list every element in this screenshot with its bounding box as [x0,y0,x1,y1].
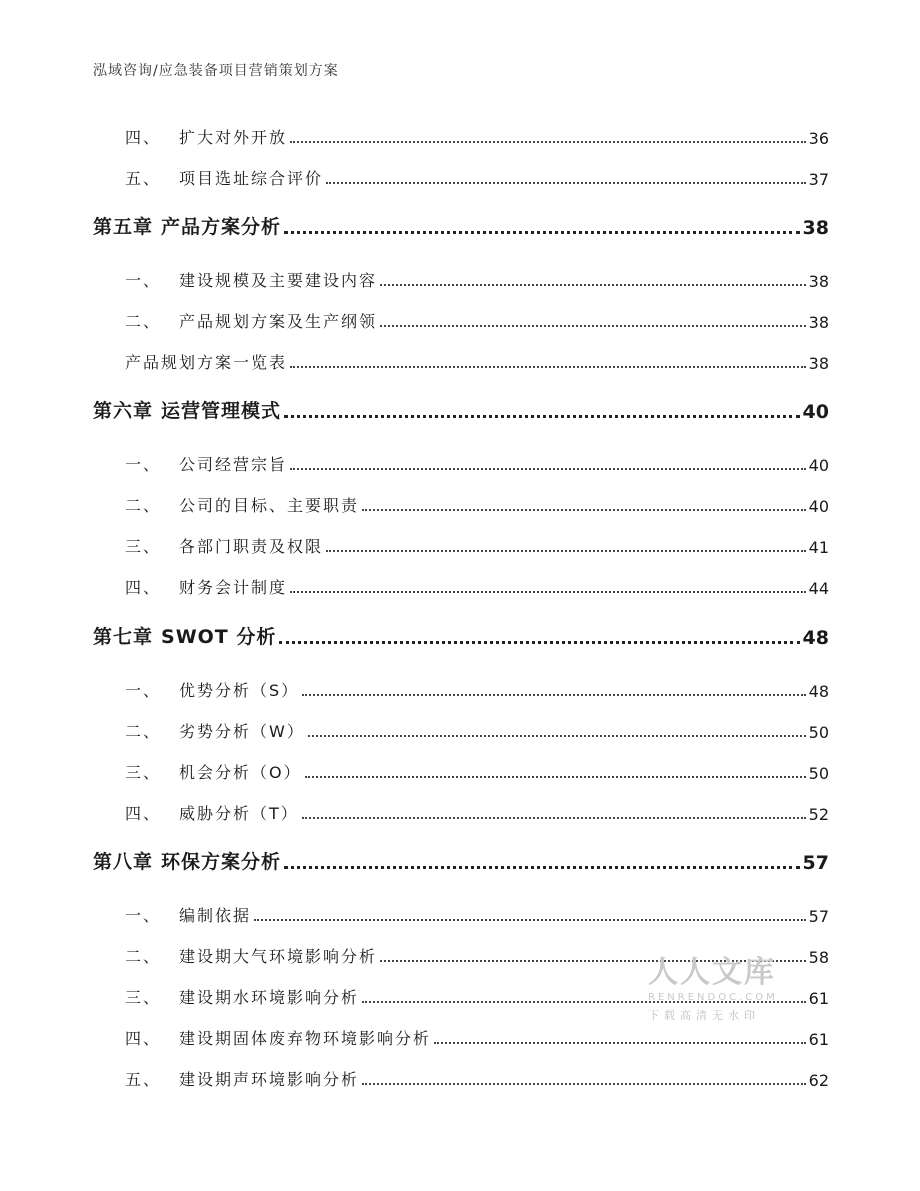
toc-entry-title: 环保方案分析 [161,851,282,873]
toc-dot-leader [380,325,806,327]
toc-page-number: 38 [808,354,829,373]
toc-entry-title: 公司经营宗旨 [179,455,288,474]
toc-entry-number: 第五章 [93,216,154,238]
watermark [648,956,808,1023]
toc-dot-leader [284,866,800,869]
toc-entry-number: 三、 [125,988,162,1007]
toc-entry[interactable] [125,492,829,516]
toc-dot-leader [279,641,799,644]
toc-dot-leader [362,509,806,511]
toc-entry[interactable] [125,677,829,701]
toc-dot-leader [326,550,806,552]
toc-entry[interactable] [125,574,829,598]
toc-dot-leader [284,231,800,234]
toc-page-number: 44 [808,579,829,598]
toc-entry-title: 公司的目标、主要职责 [179,496,360,515]
toc-entry-title: 机会分析（O） [179,763,302,782]
toc-entry-title: 建设期水环境影响分析 [179,988,360,1007]
toc-page-number: 40 [802,401,829,423]
toc-dot-leader [290,141,806,143]
toc-entry[interactable] [125,1066,829,1090]
toc-entry-number: 二、 [125,496,162,515]
toc-page-number: 48 [808,682,829,701]
toc-entry-number: 一、 [125,906,162,925]
toc-entry-number: 四、 [125,128,162,147]
toc-entry-number: 五、 [125,1070,162,1089]
toc-entry[interactable] [125,349,829,373]
toc-entry-number: 二、 [125,947,162,966]
toc-page-number: 38 [808,272,829,291]
toc-entry[interactable] [125,902,829,926]
toc-dot-leader [326,182,806,184]
toc-chapter-entry[interactable] [93,850,829,874]
toc-entry[interactable] [125,308,829,332]
toc-page-number: 57 [808,907,829,926]
toc-entry-number: 五、 [125,169,162,188]
toc-dot-leader [254,919,806,921]
toc-entry[interactable] [125,165,829,189]
toc-page-number: 40 [808,497,829,516]
toc-entry[interactable] [125,267,829,291]
toc-page-number: 40 [808,456,829,475]
watermark-logo: 人人文库 [648,955,776,990]
toc-entry-number: 四、 [125,578,162,597]
toc-dot-leader [362,1083,806,1085]
toc-entry-number: 四、 [125,1029,162,1048]
toc-entry-number: 三、 [125,537,162,556]
toc-entry-number: 一、 [125,681,162,700]
toc-entry-title: 运营管理模式 [161,400,282,422]
toc-entry-title: SWOT 分析 [161,626,277,648]
toc-entry-title: 扩大对外开放 [179,128,288,147]
toc-entry-title: 建设期大气环境影响分析 [179,947,378,966]
toc-entry-title: 产品规划方案一览表 [125,353,288,372]
toc-entry[interactable] [125,718,829,742]
toc-dot-leader [290,468,806,470]
toc-entry-title: 产品方案分析 [161,216,282,238]
toc-page-number: 50 [808,723,829,742]
toc-entry-title: 编制依据 [179,906,252,925]
toc-dot-leader [302,694,805,696]
toc-entry-title: 优势分析（S） [179,681,300,700]
toc-entry-number: 二、 [125,722,162,741]
toc-entry-title: 建设期固体废弃物环境影响分析 [179,1029,432,1048]
toc-entry-number: 三、 [125,763,162,782]
toc-entry-title: 项目选址综合评价 [179,169,324,188]
toc-page-number: 38 [802,217,829,239]
toc-entry-title: 威胁分析（T） [179,804,299,823]
toc-entry-number: 二、 [125,312,162,331]
toc-page-number: 57 [802,852,829,874]
toc-entry[interactable] [125,1025,829,1049]
toc-entry[interactable] [125,800,829,824]
toc-entry-title: 建设规模及主要建设内容 [179,271,378,290]
toc-entry-title: 劣势分析（W） [179,722,305,741]
toc-entry[interactable] [125,451,829,475]
toc-page-number: 38 [808,313,829,332]
toc-dot-leader [434,1042,806,1044]
toc-dot-leader [302,817,806,819]
toc-page-number: 48 [802,627,829,649]
page-header: 泓域咨询/应急装备项目营销策划方案 [93,63,339,79]
toc-chapter-entry[interactable] [93,625,829,649]
toc-entry-title: 各部门职责及权限 [179,537,324,556]
toc-entry-number: 第八章 [93,851,154,873]
toc-dot-leader [380,284,806,286]
toc-chapter-entry[interactable] [93,399,829,423]
toc-entry[interactable] [125,759,829,783]
toc-entry[interactable] [125,124,829,148]
toc-page-number: 62 [808,1071,829,1090]
toc-page-number: 41 [808,538,829,557]
watermark-slogan: 下载高清无水印 [648,1009,760,1022]
toc-chapter-entry[interactable] [93,215,829,239]
toc-page-number: 61 [808,1030,829,1049]
toc-dot-leader [308,735,806,737]
watermark-domain: RENRENDOC.COM [648,992,778,1003]
toc-entry-title: 建设期声环境影响分析 [179,1070,360,1089]
toc-dot-leader [284,415,800,418]
toc-page-number: 61 [808,989,829,1008]
toc-entry-number: 一、 [125,271,162,290]
toc-entry[interactable] [125,533,829,557]
toc-dot-leader [290,591,806,593]
toc-entry-number: 第六章 [93,400,154,422]
toc-entry-number: 一、 [125,455,162,474]
toc-page-number: 37 [808,170,829,189]
toc-page-number: 58 [808,948,829,967]
toc-page-number: 50 [808,764,829,783]
toc-entry-number: 四、 [125,804,162,823]
toc-page-number: 52 [808,805,829,824]
toc-dot-leader [305,776,806,778]
toc-entry-number: 第七章 [93,626,154,648]
toc-page-number: 36 [808,129,829,148]
toc-entry-title: 产品规划方案及生产纲领 [179,312,378,331]
toc-dot-leader [290,366,806,368]
toc-entry-title: 财务会计制度 [179,578,288,597]
